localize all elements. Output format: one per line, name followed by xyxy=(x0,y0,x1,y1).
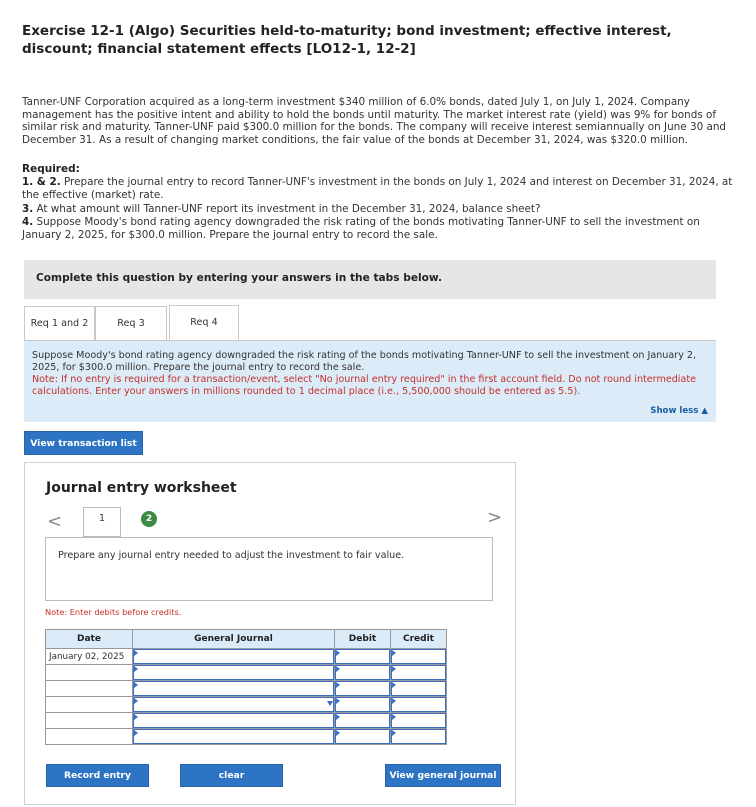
instructions-panel xyxy=(24,340,716,422)
col-credit-header: Credit xyxy=(391,630,447,649)
tab-label: Req 1 and 2 xyxy=(30,318,89,329)
date-cell xyxy=(46,729,133,745)
worksheet-title: Journal entry worksheet xyxy=(46,480,237,496)
instructions-note: Note: If no entry is required for a transaction/event, select "No journal entry required" in the first account field. Do not round intermediate calculations. Enter your answers in millions rounded to 1 decimal place (i.e., 5,500,000 should be entered as 5.5). xyxy=(32,374,697,397)
debits-note: Note: Enter debits before credits. xyxy=(45,607,182,617)
credit-input[interactable] xyxy=(391,713,447,729)
date-cell xyxy=(46,697,133,713)
tab-req-1-and-2[interactable] xyxy=(24,306,95,340)
requirement-3-text: At what amount will Tanner-UNF report its investment in the December 31, 2024, balance sheet? xyxy=(36,203,541,215)
debit-input[interactable] xyxy=(335,713,391,729)
table-row xyxy=(46,729,447,745)
table-row xyxy=(46,665,447,681)
complete-instructions-bar xyxy=(24,260,716,299)
problem-intro: Tanner-UNF Corporation acquired as a long-term investment $340 million of 6.0% bonds, dated July 1, on July 1, 2024. Company management has the positive intent and ability to hold the bonds until maturity. The market interest rate (yield) was 9% for bonds of similar risk and maturity. Tanner-UNF paid $300.0 million for the bonds. The company will receive interest semiannually on June 30 and December 31. As a result of changing market conditions, the fair value of the bonds at December 31, 2024, was $320.0 million. xyxy=(22,96,727,146)
chevron-down-icon[interactable] xyxy=(327,701,333,706)
col-journal-header: General Journal xyxy=(133,630,335,649)
credit-input[interactable] xyxy=(391,649,447,665)
required-label: Required: xyxy=(22,163,80,175)
tab-label: Req 3 xyxy=(117,318,145,329)
debit-input[interactable] xyxy=(335,665,391,681)
date-cell xyxy=(46,713,133,729)
debit-input[interactable] xyxy=(335,649,391,665)
date-cell xyxy=(46,681,133,697)
account-input[interactable] xyxy=(133,681,335,697)
requirement-4 xyxy=(22,216,734,241)
debit-input[interactable] xyxy=(335,697,391,713)
page-2-tab[interactable] xyxy=(141,511,157,527)
prev-arrow-icon[interactable]: < xyxy=(47,511,63,532)
page-2-label: 2 xyxy=(145,514,153,524)
col-date-header: Date xyxy=(46,630,133,649)
credit-input[interactable] xyxy=(391,729,447,745)
worksheet-prompt-box xyxy=(45,537,493,601)
instructions-text xyxy=(32,350,710,398)
view-general-journal-button[interactable]: View general journal xyxy=(385,764,501,787)
journal-table xyxy=(45,629,447,745)
clear-button[interactable]: clear xyxy=(180,764,283,787)
credit-input[interactable] xyxy=(391,681,447,697)
tab-req-3[interactable] xyxy=(95,306,167,340)
account-input[interactable] xyxy=(133,713,335,729)
tab-req-4[interactable] xyxy=(169,305,239,340)
instructions-body: Suppose Moody's bond rating agency downgraded the risk rating of the bonds motivating Tanner-UNF to sell the investment on January 2, 2025, for $300.0 million. Prepare the journal entry to record the sale. xyxy=(32,350,697,373)
account-input[interactable] xyxy=(133,729,335,745)
requirement-3 xyxy=(22,203,734,216)
requirement-1-2 xyxy=(22,176,734,201)
debit-input[interactable] xyxy=(335,729,391,745)
table-row xyxy=(46,681,447,697)
requirement-4-number: 4. xyxy=(22,216,34,228)
record-entry-button[interactable]: Record entry xyxy=(46,764,149,787)
next-arrow-icon[interactable]: > xyxy=(487,507,503,528)
view-transaction-list-button[interactable]: View transaction list xyxy=(24,431,143,455)
debit-input[interactable] xyxy=(335,681,391,697)
requirement-1-2-text: Prepare the journal entry to record Tanner-UNF's investment in the bonds on July 1, 2024 and interest on December 31, 2024, at the effective (market) rate. xyxy=(22,176,733,201)
credit-input[interactable] xyxy=(391,697,447,713)
col-debit-header: Debit xyxy=(335,630,391,649)
requirement-1-2-number: 1. & 2. xyxy=(22,176,61,188)
table-row xyxy=(46,697,447,713)
account-select[interactable] xyxy=(133,697,335,713)
account-input[interactable] xyxy=(133,665,335,681)
worksheet-prompt: Prepare any journal entry needed to adjust the investment to fair value. xyxy=(58,550,405,561)
table-row xyxy=(46,649,447,665)
journal-entry-worksheet xyxy=(24,462,516,805)
exercise-title: Exercise 12-1 (Algo) Securities held-to-maturity; bond investment; effective interest, discount; financial statement effects [LO12-1, 12-2] xyxy=(22,23,672,57)
show-less-link[interactable]: Show less ▲ xyxy=(650,406,708,416)
tab-label: Req 4 xyxy=(190,317,218,328)
date-cell xyxy=(46,665,133,681)
requirement-4-text: Suppose Moody's bond rating agency downgraded the risk rating of the bonds motivating Tanner-UNF to sell the investment on January 2, 2025, for $300.0 million. Prepare the journal entry to record the sale. xyxy=(22,216,700,241)
complete-instructions-text: Complete this question by entering your answers in the tabs below. xyxy=(36,272,443,284)
date-cell: January 02, 2025 xyxy=(46,649,133,665)
page-1-tab[interactable] xyxy=(83,507,121,537)
page-1-label: 1 xyxy=(98,513,106,524)
account-input[interactable] xyxy=(133,649,335,665)
requirement-3-number: 3. xyxy=(22,203,34,215)
table-row xyxy=(46,713,447,729)
credit-input[interactable] xyxy=(391,665,447,681)
